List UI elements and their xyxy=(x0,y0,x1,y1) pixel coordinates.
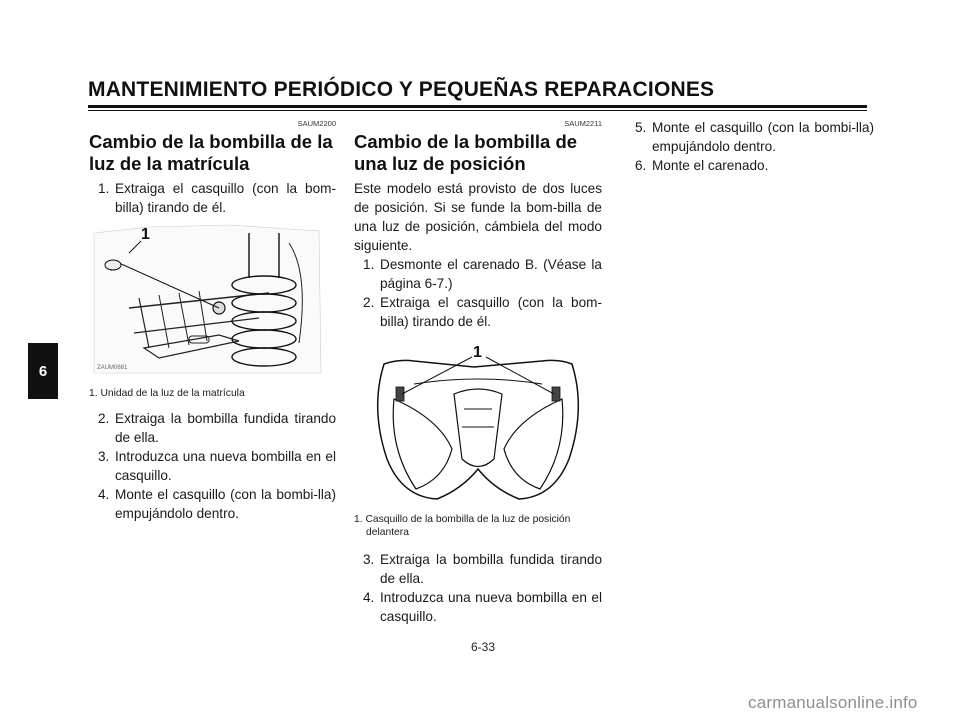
step-text: Desmonte el carenado B. (Véase la página 6-7.) xyxy=(380,257,602,291)
step-text: Extraiga el casquillo (con la bom-billa) tirando de él. xyxy=(115,181,336,215)
step-text: Monte el carenado. xyxy=(652,158,769,173)
watermark: carmanualsonline.info xyxy=(748,693,918,712)
license-plate-light-illustration xyxy=(89,223,329,383)
steps-list xyxy=(89,179,336,217)
step-number: 1. xyxy=(98,181,110,196)
step-number: 2. xyxy=(98,411,110,426)
page-header-title: MANTENIMIENTO PERIÓDICO Y PEQUEÑAS REPARACIONES xyxy=(88,78,715,101)
step-text: Introduzca una nueva bombilla en el casquillo. xyxy=(380,590,602,624)
figure-caption-line2: delantera xyxy=(366,527,409,538)
section-heading xyxy=(354,131,602,175)
section-heading xyxy=(89,131,336,175)
column-continued-steps xyxy=(626,118,874,175)
steps-list xyxy=(89,409,336,523)
step-text: Monte el casquillo (con la bombi-lla) empujándolo dentro. xyxy=(652,120,874,154)
list-item xyxy=(89,447,336,485)
section-code: SAUM2211 xyxy=(564,119,602,128)
position-light-figure xyxy=(354,339,602,509)
step-text: Extraiga la bombilla fundida tirando de ella. xyxy=(115,411,336,445)
header-rule-thin xyxy=(88,110,867,111)
steps-list xyxy=(626,118,874,175)
column-license-plate-light xyxy=(89,118,336,523)
list-item xyxy=(89,179,336,217)
section-heading-line1: Cambio de la bombilla de xyxy=(354,131,578,152)
list-item xyxy=(354,293,602,331)
section-heading-line2: luz de la matrícula xyxy=(89,153,250,174)
list-item xyxy=(354,550,602,588)
list-item xyxy=(89,409,336,447)
list-item xyxy=(89,485,336,523)
chapter-tab-label: 6 xyxy=(38,362,48,380)
license-plate-light-figure xyxy=(89,223,329,383)
step-number: 2. xyxy=(363,295,375,310)
section-code: SAUM2200 xyxy=(297,119,336,128)
step-number: 4. xyxy=(363,590,375,605)
figure-callout: 1 xyxy=(141,226,150,243)
step-number: 3. xyxy=(98,449,110,464)
section-heading-line1: Cambio de la bombilla de la xyxy=(89,131,333,152)
step-text: Extraiga el casquillo (con la bom-billa) tirando de él. xyxy=(380,295,602,329)
figure-caption-line1: 1. Casquillo de la bombilla de la luz de posición xyxy=(354,514,571,525)
step-text: Introduzca una nueva bombilla en el casquillo. xyxy=(115,449,336,483)
step-number: 3. xyxy=(363,552,375,567)
chapter-tab xyxy=(28,343,58,399)
step-number: 6. xyxy=(635,158,647,173)
figure-caption: 1. Unidad de la luz de la matrícula xyxy=(89,388,245,399)
position-light-illustration xyxy=(354,339,602,509)
section-heading-line2: una luz de posición xyxy=(354,153,526,174)
page-number: 6-33 xyxy=(470,640,496,654)
steps-list xyxy=(354,550,602,626)
list-item xyxy=(626,156,874,175)
list-item xyxy=(626,118,874,156)
step-text: Extraiga la bombilla fundida tirando de ella. xyxy=(380,552,602,586)
steps-list xyxy=(354,255,602,331)
figure-callout: 1 xyxy=(473,344,482,361)
column-position-light xyxy=(354,118,602,626)
figure-caption xyxy=(354,513,602,539)
header-rule xyxy=(88,105,867,108)
step-number: 5. xyxy=(635,120,647,135)
step-text: Monte el casquillo (con la bombi-lla) empujándolo dentro. xyxy=(115,487,336,521)
list-item xyxy=(354,588,602,626)
step-number: 1. xyxy=(363,257,375,272)
figure-code: ZAUM0681 xyxy=(97,365,128,371)
intro-paragraph: Este modelo está provisto de dos luces de posición. Si se funde la bom-billa de una luz de posición, cámbiela del modo siguiente. xyxy=(354,181,602,253)
list-item xyxy=(354,255,602,293)
step-number: 4. xyxy=(98,487,110,502)
